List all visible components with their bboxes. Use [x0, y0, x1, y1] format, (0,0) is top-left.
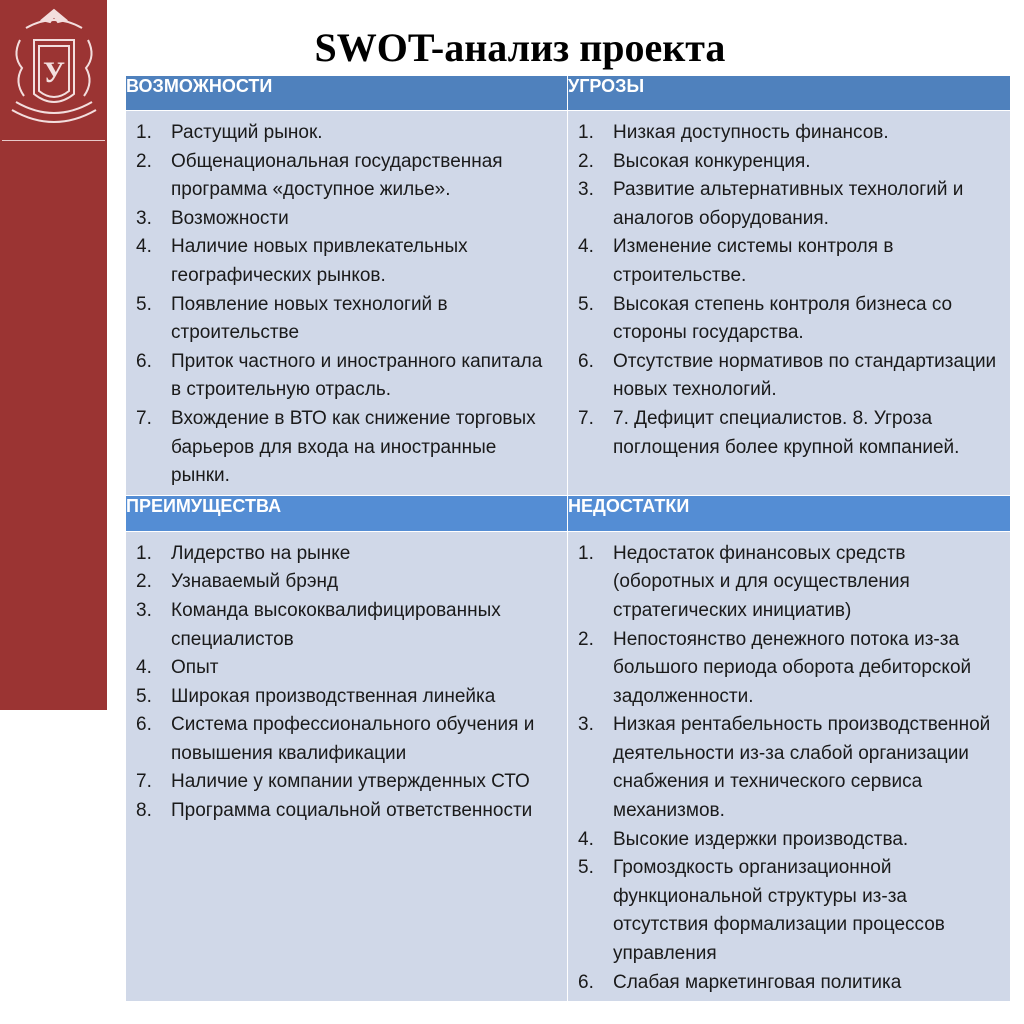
- list-item-number: 7.: [578, 407, 594, 429]
- weaknesses-heading: НЕДОСТАТКИ: [568, 495, 1011, 531]
- side-bar: [0, 0, 107, 710]
- list-item-number: 4.: [136, 236, 152, 258]
- list-item-number: 4.: [136, 657, 152, 679]
- list-item-text: Лидерство на рынке: [171, 542, 351, 564]
- list-item-number: 5.: [136, 293, 152, 315]
- weaknesses-cell: [568, 531, 1011, 1002]
- opportunities-list-item: [126, 205, 557, 234]
- logo-divider: [2, 140, 105, 141]
- weaknesses-list-item: [568, 626, 1000, 712]
- weaknesses-list: [568, 532, 1010, 1002]
- list-item-number: 6.: [578, 971, 594, 993]
- list-item-text: Непостоянство денежного потока из-за большого периода оборота дебиторской задолженности.: [613, 628, 972, 707]
- university-crest-icon: [6, 6, 102, 136]
- threats-list-item: [568, 348, 1000, 405]
- list-item-number: 3.: [136, 599, 152, 621]
- list-item-number: 7.: [136, 407, 152, 429]
- threats-list-item: [568, 233, 1000, 290]
- opportunities-list-item: [126, 148, 557, 205]
- list-item-text: Слабая маркетинговая политика: [613, 971, 902, 993]
- strengths-list-item: [126, 654, 557, 683]
- threats-heading: УГРОЗЫ: [568, 76, 1011, 111]
- list-item-text: Громоздкость организационной функциональной структуры из-за отсутствия формализации процессов управления: [613, 857, 945, 965]
- list-item-text: Широкая производственная линейка: [171, 685, 496, 707]
- list-item-text: Вхождение в ВТО как снижение торговых барьеров для входа на иностранные рынки.: [171, 407, 536, 487]
- threats-list-item: [568, 291, 1000, 348]
- strengths-list-item: [126, 568, 557, 597]
- opportunities-list-item: [126, 119, 557, 148]
- opportunities-cell: [126, 111, 568, 496]
- opportunities-list-item: [126, 405, 557, 491]
- list-item-number: 2.: [578, 628, 594, 650]
- list-item-number: 1.: [578, 542, 594, 564]
- list-item-text: Появление новых технологий в строительстве: [171, 293, 448, 344]
- strengths-heading: ПРЕИМУЩЕСТВА: [126, 495, 568, 531]
- list-item-text: Развитие альтернативных технологий и аналогов оборудования.: [613, 179, 964, 229]
- list-item-text: Низкая рентабельность производственной деятельности из-за слабой организации снабжения и технического сервиса механизмов.: [613, 714, 991, 822]
- svg-text:У: У: [42, 56, 66, 89]
- list-item-number: 1.: [136, 122, 152, 143]
- list-item-number: 5.: [578, 293, 594, 315]
- list-item-number: 7.: [136, 771, 152, 793]
- weaknesses-list-item: [568, 854, 1000, 968]
- strengths-list-item: [126, 597, 557, 654]
- list-item-number: 8.: [136, 800, 152, 822]
- list-item-text: Система профессионального обучения и повышения квалификации: [171, 714, 535, 764]
- opportunities-list: [126, 111, 567, 495]
- weaknesses-list-item: [568, 540, 1000, 626]
- strengths-cell: [126, 531, 568, 1002]
- threats-list-item: [568, 119, 1000, 148]
- list-item-text: Команда высококвалифицированных специалистов: [171, 599, 501, 650]
- list-item-text: Возможности: [171, 207, 289, 229]
- strengths-list-item: [126, 683, 557, 712]
- list-item-number: 1.: [136, 542, 152, 564]
- list-item-text: Общенациональная государственная программа «доступное жилье».: [171, 150, 503, 201]
- weaknesses-list-item: [568, 969, 1000, 998]
- list-item-text: Изменение системы контроля в строительстве.: [613, 236, 894, 286]
- list-item-number: 3.: [578, 179, 594, 201]
- strengths-list-item: [126, 711, 557, 768]
- list-item-text: Высокая степень контроля бизнеса со стороны государства.: [613, 293, 953, 344]
- list-item-text: Приток частного и иностранного капитала в строительную отрасль.: [171, 350, 543, 401]
- swot-table: [125, 75, 1011, 1002]
- list-item-text: Программа социальной ответственности: [171, 800, 533, 822]
- opportunities-list-item: [126, 348, 557, 405]
- threats-list: [568, 111, 1010, 466]
- list-item-text: Узнаваемый брэнд: [171, 571, 339, 593]
- list-item-number: 4.: [578, 828, 594, 850]
- list-item-number: 2.: [136, 571, 152, 593]
- opportunities-heading: ВОЗМОЖНОСТИ: [126, 76, 568, 111]
- weaknesses-list-item: [568, 711, 1000, 825]
- threats-list-item: [568, 148, 1000, 177]
- list-item-number: 6.: [136, 350, 152, 372]
- weaknesses-list-item: [568, 826, 1000, 855]
- list-item-number: 3.: [578, 714, 594, 736]
- list-item-text: Низкая доступность финансов.: [613, 122, 889, 143]
- list-item-text: Наличие у компании утвержденных СТО: [171, 771, 530, 793]
- threats-list-item: [568, 176, 1000, 233]
- list-item-text: Отсутствие нормативов по стандартизации новых технологий.: [613, 350, 997, 401]
- list-item-text: 7. Дефицит специалистов. 8. Угроза поглощения более крупной компанией.: [613, 407, 960, 458]
- list-item-text: Высокая конкуренция.: [613, 150, 811, 172]
- list-item-number: 2.: [136, 150, 152, 172]
- strengths-list-item: [126, 797, 557, 826]
- opportunities-list-item: [126, 233, 557, 290]
- list-item-number: 2.: [578, 150, 594, 172]
- list-item-text: Наличие новых привлекательных географических рынков.: [171, 236, 468, 286]
- list-item-number: 5.: [136, 685, 152, 707]
- list-item-number: 1.: [578, 122, 594, 143]
- threats-cell: [568, 111, 1011, 496]
- list-item-text: Растущий рынок.: [171, 122, 323, 143]
- list-item-number: 6.: [136, 714, 152, 736]
- strengths-list-item: [126, 540, 557, 569]
- list-item-number: 6.: [578, 350, 594, 372]
- list-item-text: Опыт: [171, 657, 219, 679]
- list-item-text: Высокие издержки производства.: [613, 828, 909, 850]
- page-title: SWOT-анализ проекта: [314, 25, 726, 70]
- list-item-text: Недостаток финансовых средств (оборотных и для осуществления стратегических инициатив): [613, 542, 910, 621]
- strengths-list: [126, 532, 567, 830]
- list-item-number: 4.: [578, 236, 594, 258]
- opportunities-list-item: [126, 291, 557, 348]
- threats-list-item: [568, 405, 1000, 462]
- strengths-list-item: [126, 768, 557, 797]
- list-item-number: 3.: [136, 207, 152, 229]
- list-item-number: 5.: [578, 857, 594, 879]
